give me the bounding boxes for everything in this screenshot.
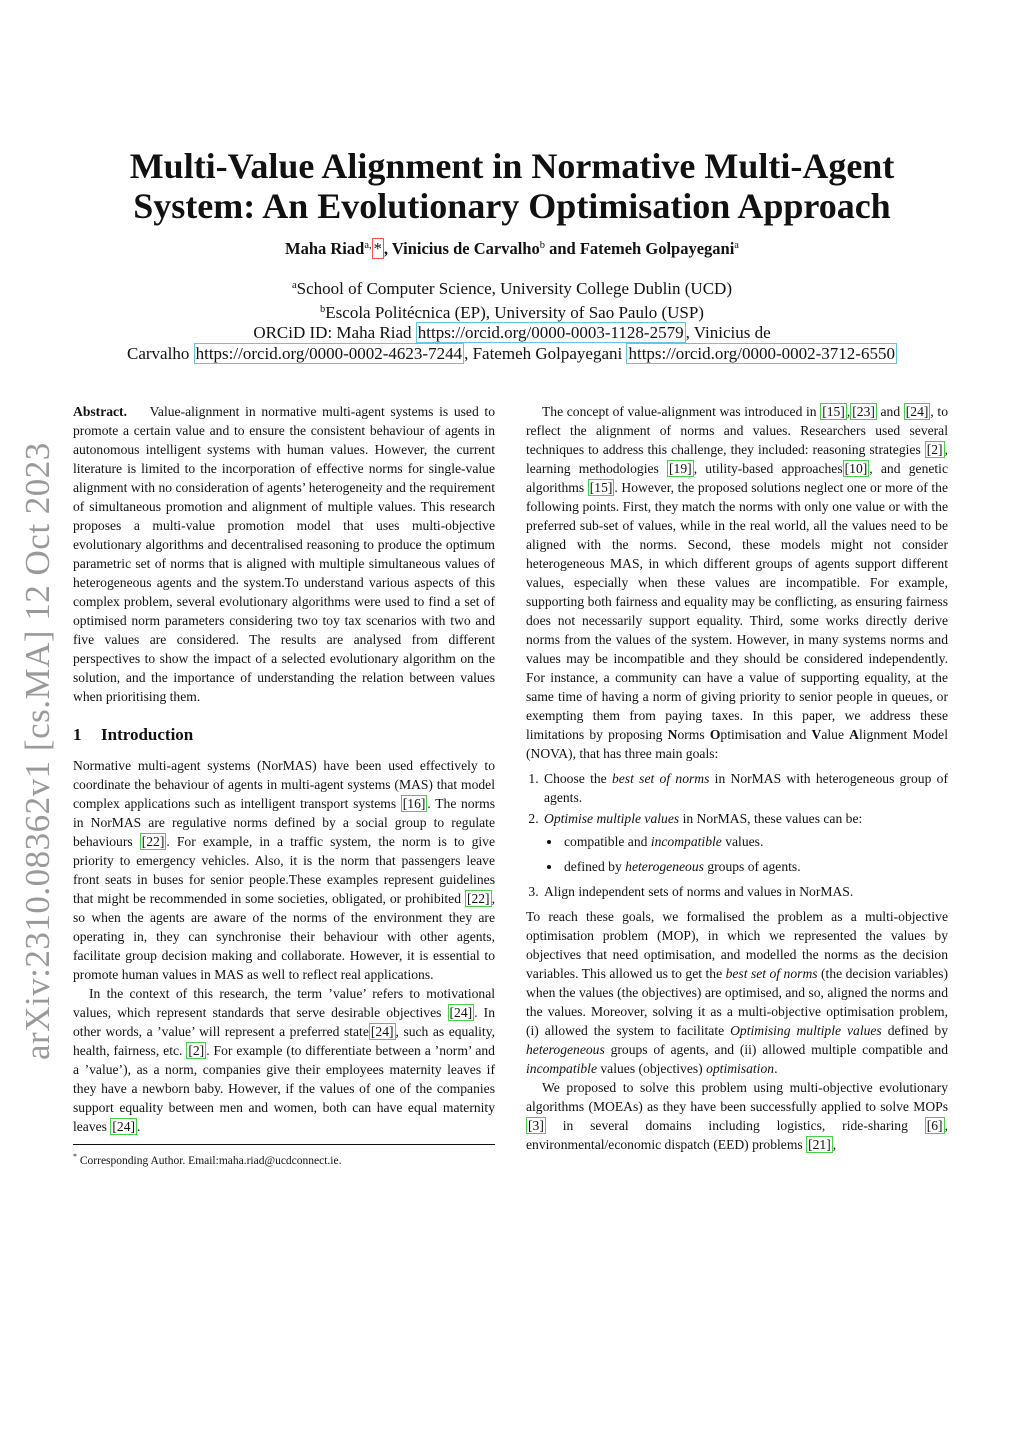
citation-link[interactable]: [15]	[822, 404, 845, 419]
citation-link[interactable]: [24]	[112, 1119, 136, 1134]
citation-link[interactable]: [6]	[926, 1118, 943, 1133]
abstract	[73, 402, 495, 706]
citation-link[interactable]: [22]	[466, 891, 490, 906]
footnote-rule	[73, 1144, 495, 1145]
citation-link[interactable]: [23]	[852, 404, 875, 419]
author-list	[60, 239, 964, 259]
orcid-line-1: ORCiD ID: Maha Riad https://orcid.org/0000-0003-1128-2579 , Vinicius de	[253, 323, 771, 342]
citation-link[interactable]: [24]	[449, 1005, 473, 1020]
intro-paragraph-1: Normative multi-agent systems (NorMAS) have been used effectively to coordinate the behaviour of agents in multi-agent systems (MAS) that model complex applications such as intelligent transport systems [16] . The norms in NorMAS are regulative norms defined by a social group to regulate behaviours [22] . For example, in a traffic system, the norm is to give priority to emergency vehicles. Also, it is the norm that passengers leave front seats in buses for senior people.These examples represent guidelines that might be recommended in some societies, obligated, or prohibited [22] , so when the agents are aware of the norms of the environment they are operating in, they can synchronise their behaviour with other agents, facilitate group decision making and collaborate. However, it is essential to promote human values in MAS as well to reflect real applications.	[73, 758, 496, 982]
paper-title	[60, 146, 964, 226]
abstract-text: Value-alignment in normative multi-agent systems is used to promote a certain value and to ensure the consistent behaviour of agents in autonomous intelligent systems with human values. However, the current literature is limited to the incorporation of effective norms for single-value alignment with no consideration of agents’ heterogeneity and the requirement of simultaneous promotion and alignment of multiple values. This research proposes a multi-value promotion model that uses multi-objective evolutionary algorithms and decentralised reasoning to produce the optimum parametric set of norms that is aligned with multiple simultaneous values of heterogeneous agents and the system.To understand various aspects of this complex problem, several evolutionary algorithms were used to find a set of optimised norm parameters considering two toy tax scenarios with two and five values are considered. The results are analysed from different perspectives to show the impact of a selected evolutionary algorithm on the solution, and the importance of understanding the relation between values when prioritising them.	[73, 404, 495, 704]
citation-link[interactable]: [2]	[926, 442, 943, 457]
sub-list	[544, 832, 948, 876]
footnote: * Corresponding Author. Email:maha.riad@ucdconnect.ie.	[73, 1152, 342, 1167]
orcid-link[interactable]: https://orcid.org/0000-0002-3712-6550	[628, 343, 895, 363]
list-item: • defined by heterogeneous groups of agents.	[562, 857, 948, 876]
goals-list	[526, 769, 948, 901]
citation-link[interactable]: [15]	[589, 480, 613, 495]
citation-link[interactable]: [24]	[905, 404, 929, 419]
author-name: , Vinicius de Carvalho	[383, 239, 540, 258]
affiliation-line: $^b$Escola Politécnica (EP), University of Sao Paulo (USP)	[320, 302, 704, 322]
orcid-line-2: Carvalho https://orcid.org/0000-0002-4623-7244 , Fatemeh Golpayegani https://orcid.org/0000-0002-3712-6550	[127, 343, 895, 363]
author-name: Maha Riad	[285, 239, 365, 258]
body-paragraph: We proposed to solve this problem using multi-objective evolutionary algorithms (MOEAs) as they have been successfully applied to solve MOPs [3] in several domains including logistics, ride-sharing [6] , environmental/economic dispatch (EED) problems [21] ,	[526, 1080, 948, 1152]
title-line-1: Multi-Value Alignment in Normative Multi-Agent	[129, 146, 895, 186]
section-heading: 1 Introduction	[73, 725, 194, 744]
list-item: 2. Optimise multiple values in NorMAS, these values can be: • compatible and incompatible values. • defined by heterogeneous groups of agents.	[542, 809, 948, 876]
corresponding-author-link[interactable]: *	[373, 239, 382, 258]
left-column	[73, 402, 495, 1169]
title-line-2: System: An Evolutionary Optimisation Approach	[133, 186, 891, 226]
citation-link[interactable]: [2]	[188, 1043, 205, 1058]
list-item: 3. Align independent sets of norms and values in NorMAS.	[542, 882, 948, 901]
intro-paragraph-2: In the context of this research, the term ’value’ refers to motivational values, which represent standards that serve desirable objectives [24] . In other words, a ’value’ will represent a preferred state [24] , such as equality, health, fairness, etc. [2] . For example (to differentiate between a ’norm’ and a ’value’), as a norm, companies give their employees maternity leaves if they have a newborn baby. However, if the values of one of the companies support equality between men and women, both can have equal maternity leaves [24] .	[73, 986, 496, 1134]
body-paragraph: The concept of value-alignment was introduced in [15] , [23] and [24] , to reflect the alignment of norms and values. Researchers used several techniques to address this challenge, they included: reasoning strategies [2] , learning methodologies [19] , utility-based approaches [10] , and genetic algorithms [15] . However, the proposed solutions neglect one or more of the following points. First, they match the norms with only one value or with the preferred sub-set of values, while in the real world, all the values need to be aligned with the norms. Second, these models might not consider heterogeneous MAS, in which different groups of agents support different values, especially when these values are incompatible. For example, supporting both fairness and equality may be conflicting, as ensuring fairness does not necessarily support equality. Third, some works directly derive norms from the values of the system. However, in many systems norms and values may be incompatible and they should be considered independently. For instance, a community can have a value of supporting equality, at the same time of having a norm of giving priority to senior people in queues, or exempting them from paying taxes. In this paper, we address these limitations by proposing Norms Optimisation and Value Alignment Model (NOVA), that has three main goals:	[526, 404, 949, 761]
citation-link[interactable]: [24]	[370, 1024, 394, 1039]
author-name: and Fatemeh Golpayegani	[544, 239, 735, 258]
citation-link[interactable]: [19]	[669, 461, 692, 476]
list-item: 1. Choose the best set of norms in NorMAS with heterogeneous group of agents.	[542, 769, 948, 807]
affiliation-line: $^a$School of Computer Science, University College Dublin (UCD)	[292, 279, 732, 298]
arxiv-identifier: arXiv:2310.08362v1 [cs.MA] 12 Oct 2023	[18, 442, 57, 1060]
orcid-link[interactable]: https://orcid.org/0000-0002-4623-7244	[195, 343, 463, 363]
affiliation-mark: a	[734, 240, 739, 251]
right-column	[526, 402, 948, 1154]
affiliation-mark: b	[539, 240, 545, 251]
citation-link[interactable]: [16]	[402, 796, 426, 811]
orcid-link[interactable]: https://orcid.org/0000-0003-1128-2579	[417, 323, 684, 342]
list-item: • compatible and incompatible values.	[562, 832, 948, 851]
citation-link[interactable]: [21]	[808, 1137, 831, 1152]
abstract-label: Abstract.	[73, 404, 127, 419]
citation-link[interactable]: [3]	[528, 1118, 544, 1133]
affiliation-mark: a,	[364, 240, 372, 251]
citation-link[interactable]: [22]	[141, 834, 165, 849]
citation-link[interactable]: [10]	[844, 461, 868, 476]
body-paragraph: To reach these goals, we formalised the problem as a multi-objective optimisation problem (MOP), in which we represented the values by objectives that need optimisation, and modelled the norms as the decision variables. This allowed us to get the best set of norms (the decision variables) when the values (the objectives) are optimised, and so, aligned the norms and the values. Moreover, solving it as a multi-objective optimisation problem, (i) allowed the system to facilitate Optimising multiple values defined by heterogeneous groups of agents, and (ii) allowed multiple compatible and incompatible values (objectives) optimisation.	[526, 909, 949, 1076]
affiliations	[60, 276, 964, 364]
